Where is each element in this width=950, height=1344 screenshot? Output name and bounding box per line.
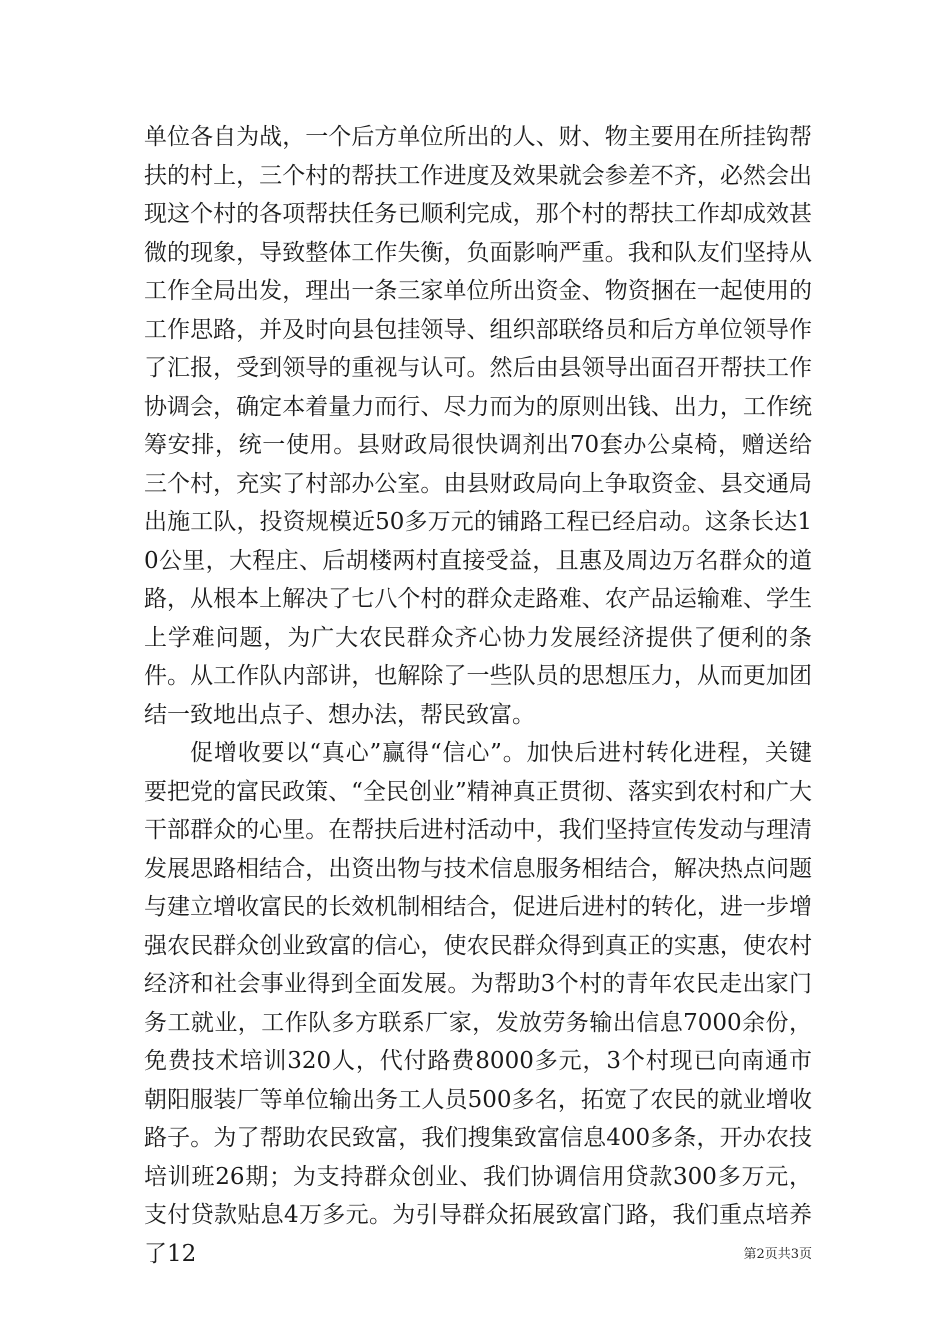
paragraph-1: 单位各自为战，一个后方单位所出的人、财、物主要用在所挂钩帮扶的村上，三个村的帮扶工作进度及效果就会参差不齐，必然会出现这个村的各项帮扶任务已顺利完成，那个村的帮扶工作却成效甚微的现象，导致整体工作失衡，负面影响严重。我和队友们坚持从工作全局出发，理出一条三家单位所出资金、物资捆在一起使用的工作思路，并及时向县包挂领导、组织部联络员和后方单位领导作了汇报，受到领导的重视与认可。然后由县领导出面召开帮扶工作协调会，确定本着量力而行、尽力而为的原则出钱、出力，工作统筹安排，统一使用。县财政局很快调剂出70套办公桌椅，赠送给三个村，充实了村部办公室。由县财政局向上争取资金、县交通局出施工队，投资规模近50多万元的铺路工程已经启动。这条长达10公里，大程庄、后胡楼两村直接受益，且惠及周边万名群众的道路，从根本上解决了七八个村的群众走路难、农产品运输难、学生上学难问题，为广大农民群众齐心协力发展经济提供了便利的条件。从工作队内部讲，也解除了一些队员的思想压力，从而更加团结一致地出点子、想办法，帮民致富。 [144,124,812,728]
page-number-footer: 第2页共3页 [743,1247,812,1262]
paragraph-2: 促增收要以“真心”赢得“信心”。加快后进村转化进程，关键要把党的富民政策、“全民创业”精神真正贯彻、落实到农村和广大干部群众的心里。在帮扶后进村活动中，我们坚持宣传发动与理清发展思路相结合，出资出物与技术信息服务相结合，解决热点问题与建立增收富民的长效机制相结合，促进后进村的转化，进一步增强农民群众创业致富的信心，使农民群众得到真正的实惠，使农村经济和社会事业得到全面发展。为帮助3个村的青年农民走出家门务工就业，工作队多方联系厂家，发放劳务输出信息7000余份，免费技术培训320人，代付路费8000多元，3个村现已向南通市朝阳服装厂等单位输出务工人员500多名，拓宽了农民的就业增收路子。为了帮助农民致富，我们搜集致富信息400多条，开办农技培训班26期；为支持群众创业、我们协调信用贷款300多万元，支付贷款贴息4万多元。为引导群众拓展致富门路，我们重点培养了12 [144,740,812,1267]
document-body [144,118,812,1273]
